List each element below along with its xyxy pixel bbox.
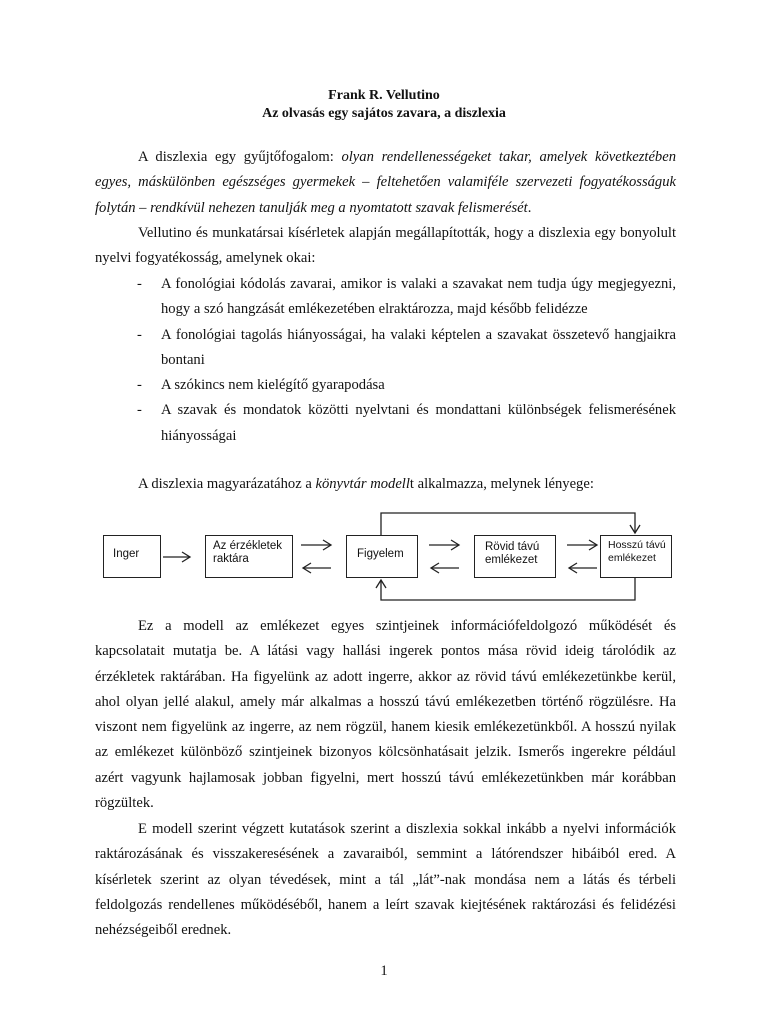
- document-title: Az olvasás egy sajátos zavara, a diszlexia: [262, 106, 506, 121]
- diagram-label-sensory-2: raktára: [213, 553, 249, 565]
- intro-definition: olyan rendellenességeket takar, amelyek következtében egyes, máskülönben egészséges gyermekek – feltehetően valamiféle szervezeti fogyatékosságuk folytán – rendkívül nehezen tanulják meg a nyomtatott szavak felismerését: [95, 149, 676, 216]
- list-item-text: A szókincs nem kielégítő gyarapodása: [161, 377, 385, 394]
- list-item-text: A fonológiai kódolás zavarai, amikor is valaki a szavakat nem tudja úgy megjegyezni, hogy a szó hangzását emlékezetében elraktározza, majd később felidézze: [161, 276, 676, 318]
- page-number: 1: [380, 963, 388, 979]
- intro-end: .: [527, 199, 532, 216]
- arrow-store-to-attention: [301, 540, 331, 550]
- arrow-top-attention-to-long-term: [381, 513, 640, 535]
- diagram-label-sensory-1: Az érzékletek: [213, 540, 283, 552]
- model-explanation-paragraph: Ez a modell az emlékezet egyes szintjeinek információfeldolgozó működését és kapcsolatait mutatja be. A látási vagy hallási ingerek pontos mása rövid ideig tárolódik az érzékletek raktárában. Ha figyelünk az adott ingerre, akkor az rövid távú emlékezetünkbe kerül, ahol olyan jellé alakul, amely már alkalmas a hosszú távú emlékezetben történő rögzülésre. Ha viszont nem figyelünk az ingerre, az nem rögzül, hanem kiesik emlékezetünkből. A hosszú nyilak az emlékezet különböző szintjeinek bizonyos kölcsönhatásait jelzik. Ismerős ingerekre például azért vagyunk hajlamosak jobban figyelni, mert hosszú távú emlékezetünkben már korábban rögzültek.: [95, 618, 676, 812]
- list-item-text: A fonológiai tagolás hiányosságai, ha valaki képtelen a szavakat összetevő hangjaikra bontani: [161, 326, 676, 368]
- diagram-label-inger: Inger: [113, 548, 140, 560]
- arrow-short-to-long-term: [567, 540, 597, 550]
- author-heading: Frank R. Vellutino: [328, 88, 440, 103]
- causes-intro-paragraph: Vellutino és munkatársai kísérletek alapján megállapították, hogy a diszlexia egy bonyolult nyelvi fogyatékosság, amelynek okai:: [95, 225, 676, 267]
- arrow-inger-to-store: [163, 552, 190, 562]
- diagram-label-short-2: emlékezet: [485, 554, 538, 566]
- research-paragraph: E modell szerint végzett kutatások szerint a diszlexia sokkal inkább a nyelvi információk raktározásának és visszakeresésének a zavaraiból, semmint a látórendszer hibáiból ered. A kísérletek szerint az olyan tévedések, mint a tál „lát”-nak mondása nem a látás és térbeli feldolgozás rendellenes működéséből, hanem a leírt szavak kiejtésének raktározási és felidézési nehézségeiből erednek.: [95, 821, 676, 939]
- diagram-label-attention: Figyelem: [357, 548, 404, 560]
- arrow-attention-to-store: [303, 563, 331, 573]
- list-dash: -: [137, 326, 142, 343]
- model-intro-end: t alkalmazza, melynek lényege:: [409, 476, 594, 492]
- model-name: könyvtár modell: [315, 476, 410, 492]
- model-intro-lead: A diszlexia magyarázatához a: [138, 476, 316, 492]
- arrow-attention-to-short-term: [429, 540, 459, 550]
- list-item-text: A szavak és mondatok közötti nyelvtani és mondattani különbségek felismerésének hiányosságai: [161, 402, 676, 444]
- list-dash: -: [137, 402, 142, 419]
- diagram-label-long-1: Hosszú távú: [608, 539, 666, 551]
- list-dash: -: [137, 377, 142, 394]
- diagram-label-short-1: Rövid távú: [485, 541, 540, 553]
- arrow-bottom-long-term-to-attention: [376, 578, 635, 600]
- list-dash: -: [137, 276, 142, 292]
- arrow-short-term-to-attention: [431, 563, 459, 573]
- intro-lead: A diszlexia egy gyűjtőfogalom:: [138, 149, 342, 165]
- diagram-label-long-2: emlékezet: [608, 552, 656, 564]
- arrow-long-to-short-term: [569, 563, 597, 573]
